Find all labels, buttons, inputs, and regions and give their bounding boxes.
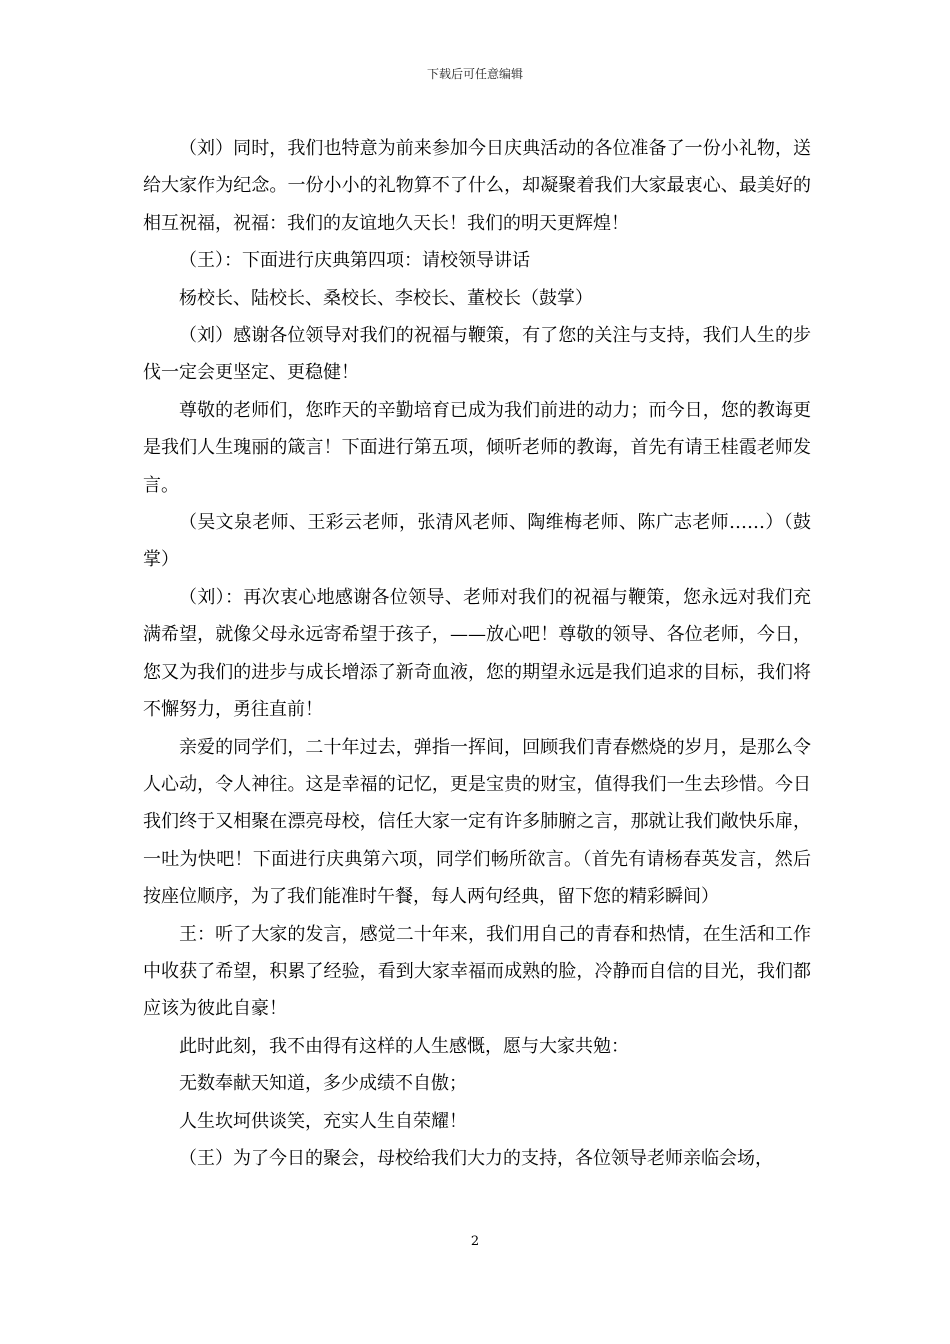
paragraph-teacher-names: （吴文泉老师、王彩云老师，张清风老师、陶维梅老师、陈广志老师……）（鼓掌） <box>143 512 811 571</box>
poem-line-two: 人生坎坷供谈笑，充实人生自荣耀！ <box>179 1110 467 1132</box>
paragraph-gift: （刘）同时，我们也特意为前来参加今日庆典活动的各位准备了一份小礼物，送给大家作为纪念。一份小小的礼物算不了什么，却凝聚着我们大家最衷心、最美好的相互祝福，祝福：我们的友谊地久天长！我们的明天更辉煌！ <box>143 138 811 234</box>
page-number: 2 <box>470 1234 480 1249</box>
paragraph-thanks-leaders: （刘）感谢各位领导对我们的祝福与鞭策，有了您的关注与支持，我们人生的步伐一定会更坚定、更稳健！ <box>143 325 811 384</box>
paragraph-teachers: 尊敬的老师们，您昨天的辛勤培育已成为我们前进的动力；而今日，您的教诲更是我们人生瑰丽的箴言！下面进行第五项，倾听老师的教诲，首先有请王桂霞老师发言。 <box>143 399 811 496</box>
document-body <box>143 130 811 1177</box>
paragraph-principals: 杨校长、陆校长、桑校长、李校长、董校长（鼓掌） <box>179 287 593 309</box>
paragraph-school-support: （王）为了今日的聚会，母校给我们大力的支持，各位领导老师亲临会场， <box>179 1147 773 1169</box>
paragraph-reflection: 王：听了大家的发言，感觉二十年来，我们用自己的青春和热情，在生活和工作中收获了希望，积累了经验，看到大家幸福而成熟的脸，冷静而自信的目光，我们都应该为彼此自豪！ <box>143 923 811 1020</box>
paragraph-emotion: 此时此刻，我不由得有这样的人生感慨，愿与大家共勉： <box>179 1035 629 1057</box>
page-header-note: 下载后可任意编辑 <box>426 67 523 81</box>
poem-line-one: 无数奉献天知道，多少成绩不自傲； <box>179 1073 467 1095</box>
paragraph-item-four: （王）：下面进行庆典第四项：请校领导讲话 <box>179 250 530 272</box>
paragraph-thanks-again: （刘）：再次衷心地感谢各位领导、老师对我们的祝福与鞭策，您永远对我们充满希望，就像父母永远寄希望于孩子，——放心吧！尊敬的领导、各位老师，今日，您又为我们的进步与成长增添了新奇血液，您的期望永远是我们追求的目标，我们将不懈努力，勇往直前！ <box>143 586 811 721</box>
paragraph-classmates: 亲爱的同学们，二十年过去，弹指一挥间，回顾我们青春燃烧的岁月，是那么令人心动，令人神往。这是幸福的记忆，更是宝贵的财宝，值得我们一生去珍惜。今日我们终于又相聚在漂亮母校，信任大家一定有许多肺腑之言，那就让我们敞快乐扉，一吐为快吧！下面进行庆典第六项，同学们畅所欲言。（首先有请杨春英发言，然后按座位顺序，为了我们能准时午餐，每人两句经典，留下您的精彩瞬间） <box>143 736 811 908</box>
